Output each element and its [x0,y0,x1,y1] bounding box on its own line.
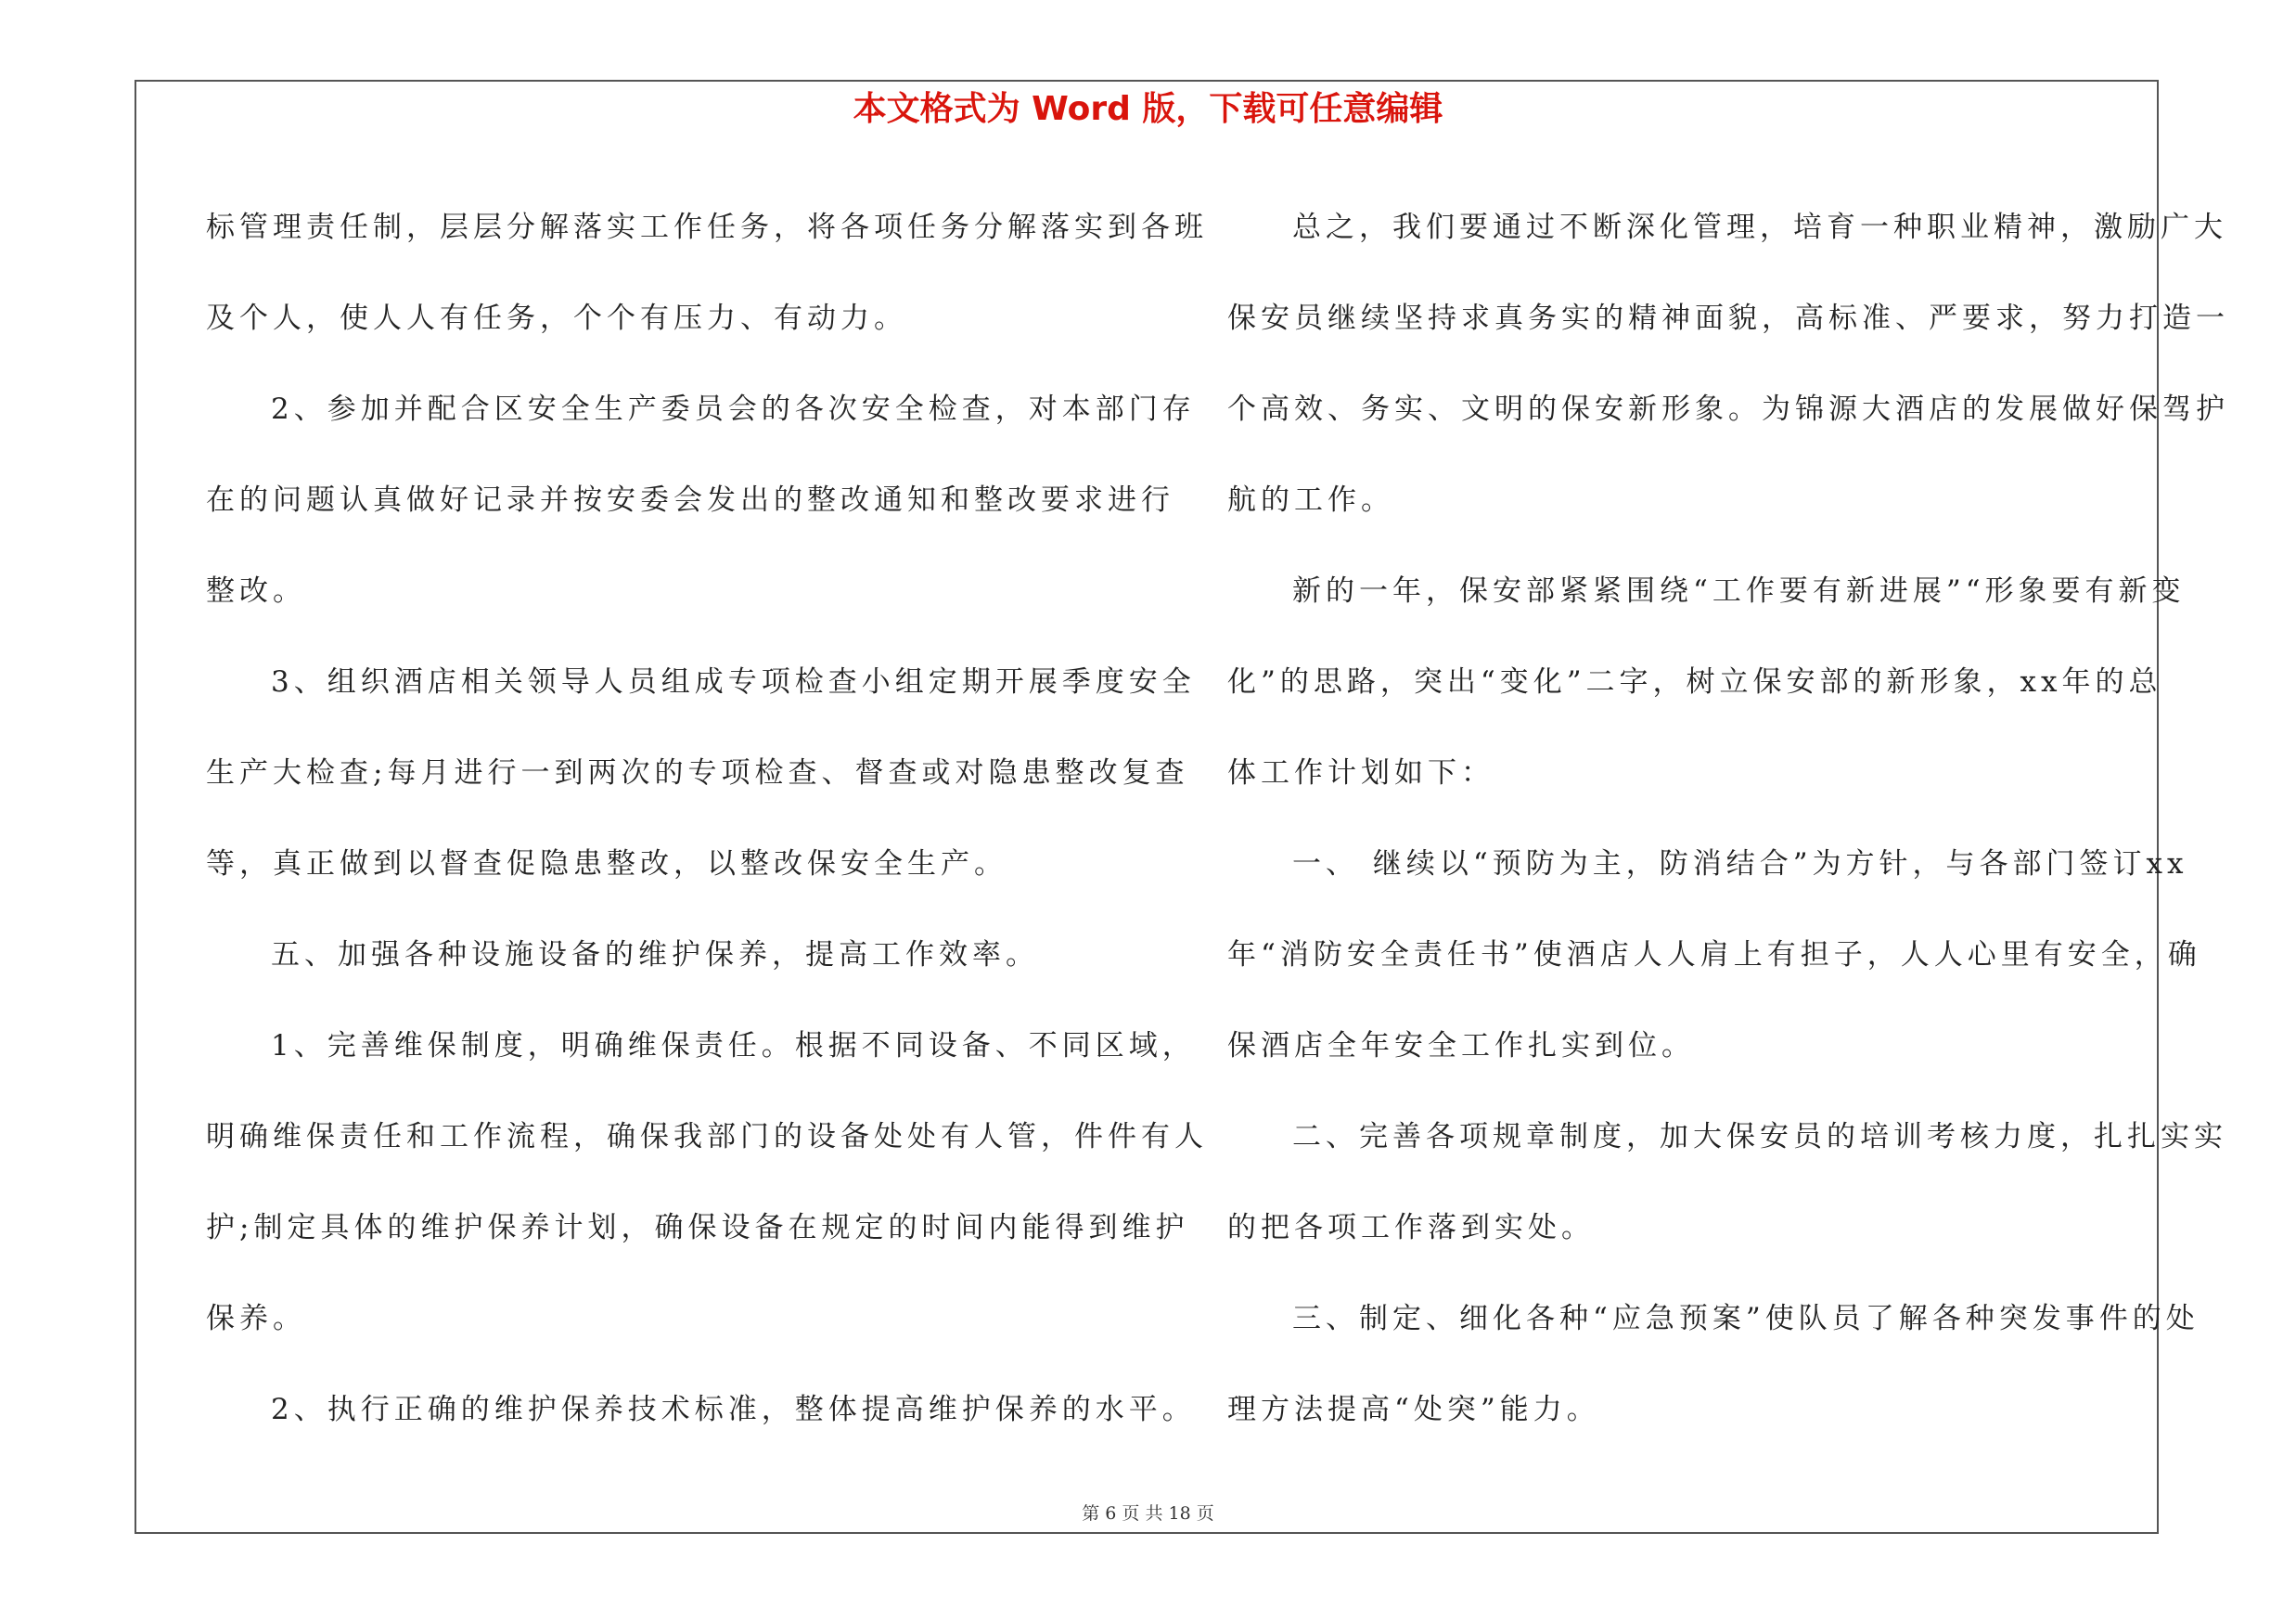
text-line: 3、组织酒店相关领导人员组成专项检查小组定期开展季度安全 [271,665,1196,699]
text-line: 保养。 [206,1302,306,1335]
text-line: 航的工作。 [1227,483,1394,517]
left-text-column [206,182,1208,1455]
text-line: 的把各项工作落到实处。 [1227,1211,1595,1244]
text-line: 理方法提高“处突”能力。 [1227,1393,1600,1426]
text-line: 护;制定具体的维护保养计划，确保设备在规定的时间内能得到维护 [206,1211,1189,1244]
section-heading: 五、加强各种设施设备的维护保养，提高工作效率。 [271,938,1039,972]
text-line: 个高效、务实、文明的保安新形象。为锦源大酒店的发展做好保驾护 [1227,393,2229,426]
text-line: 体工作计划如下： [1227,756,1494,790]
text-line: 2、执行正确的维护保养技术标准，整体提高维护保养的水平。 [271,1393,1196,1426]
text-line: 保安员继续坚持求真务实的精神面貌，高标准、严要求，努力打造一 [1227,302,2229,335]
text-line: 在的问题认真做好记录并按安委会发出的整改通知和整改要求进行 [206,483,1174,517]
text-line: 整改。 [206,574,306,608]
text-line: 一、 继续以“预防为主，防消结合”为方针，与各部门签订xx [1292,847,2188,881]
text-line: 化”的思路，突出“变化”二字，树立保安部的新形象，xx年的总 [1227,665,2162,699]
text-line: 年“消防安全责任书”使酒店人人肩上有担子，人人心里有安全，确 [1227,938,2201,972]
text-line: 标管理责任制，层层分解落实工作任务，将各项任务分解落实到各班 [206,211,1208,244]
format-notice-banner: 本文格式为 Word 版，下载可任意编辑 [853,90,1443,128]
right-text-column [1227,182,2229,1455]
text-line: 新的一年，保安部紧紧围绕“工作要有新进展”“形象要有新变 [1292,574,2186,608]
text-line: 2、参加并配合区安全生产委员会的各次安全检查，对本部门存 [271,393,1196,426]
text-line: 二、完善各项规章制度，加大保安员的培训考核力度，扎扎实实 [1292,1120,2227,1153]
text-line: 1、完善维保制度，明确维保责任。根据不同设备、不同区域， [271,1029,1196,1063]
text-line: 总之，我们要通过不断深化管理，培育一种职业精神，激励广大 [1292,211,2227,244]
text-line: 保酒店全年安全工作扎实到位。 [1227,1029,1695,1063]
text-line: 及个人，使人人有任务，个个有压力、有动力。 [206,302,907,335]
page-number-footer: 第 6 页 共 18 页 [1082,1503,1214,1524]
text-line: 三、制定、细化各种“应急预案”使队员了解各种突发事件的处 [1292,1302,2200,1335]
text-line: 等，真正做到以督查促隐患整改，以整改保安全生产。 [206,847,1007,881]
text-line: 明确维保责任和工作流程，确保我部门的设备处处有人管，件件有人 [206,1120,1208,1153]
text-line: 生产大检查;每月进行一到两次的专项检查、督查或对隐患整改复查 [206,756,1189,790]
